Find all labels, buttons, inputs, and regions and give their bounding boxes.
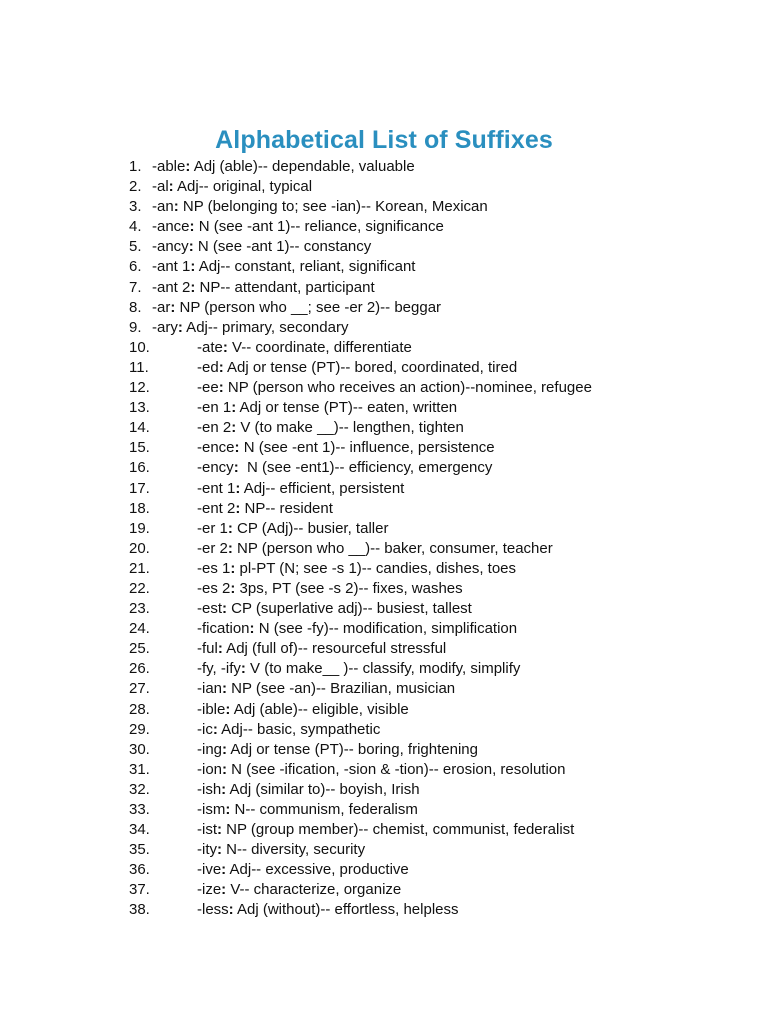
suffix-definition: Adj (similar to)-- boyish, Irish bbox=[226, 780, 420, 798]
item-number: 35. bbox=[129, 841, 150, 859]
item-number: 22. bbox=[129, 579, 150, 597]
list-item bbox=[0, 278, 768, 298]
suffix-term: -ic bbox=[197, 720, 213, 738]
suffix-term: -en 1 bbox=[197, 399, 232, 417]
suffix-colon: : bbox=[188, 238, 194, 256]
item-text bbox=[197, 358, 517, 378]
list-item bbox=[0, 740, 768, 760]
item-number: 12. bbox=[129, 379, 150, 397]
list-item bbox=[0, 438, 768, 458]
suffix-definition: Adj-- basic, sympathetic bbox=[217, 720, 381, 738]
item-number: 13. bbox=[129, 399, 150, 417]
item-number: 29. bbox=[129, 720, 150, 738]
suffix-colon: : bbox=[190, 278, 196, 296]
item-text bbox=[197, 800, 418, 820]
item-text bbox=[197, 438, 495, 458]
suffix-term: -fication bbox=[197, 620, 250, 638]
suffix-term: -ism bbox=[197, 801, 226, 818]
suffix-colon: : bbox=[240, 660, 246, 678]
item-text bbox=[152, 237, 371, 257]
item-text bbox=[197, 338, 412, 358]
suffix-definition: Adj (able)-- dependable, valuable bbox=[190, 158, 415, 175]
suffix-colon: : bbox=[227, 519, 233, 537]
suffix-term: -able bbox=[152, 158, 186, 175]
item-text bbox=[197, 780, 420, 800]
suffix-colon: : bbox=[217, 821, 222, 839]
item-text bbox=[197, 619, 517, 639]
list-item bbox=[0, 418, 768, 438]
suffix-list bbox=[0, 157, 768, 921]
list-item bbox=[0, 880, 768, 900]
suffix-term: -ent 2 bbox=[197, 499, 236, 517]
item-number: 4. bbox=[129, 218, 142, 236]
item-number: 9. bbox=[129, 318, 142, 336]
suffix-colon: : bbox=[222, 680, 228, 698]
suffix-definition: Adj or tense (PT)-- boring, frightening bbox=[227, 740, 478, 758]
item-text bbox=[197, 579, 463, 599]
item-text bbox=[197, 700, 409, 720]
suffix-term: -ing bbox=[197, 740, 223, 758]
suffix-definition: NP-- attendant, participant bbox=[195, 278, 375, 296]
suffix-definition: CP (superlative adj)-- busiest, tallest bbox=[227, 600, 472, 618]
item-number: 17. bbox=[129, 479, 150, 497]
suffix-term: -ant 2 bbox=[152, 278, 191, 296]
suffix-colon: : bbox=[222, 760, 228, 778]
list-item bbox=[0, 700, 768, 720]
item-number: 6. bbox=[129, 258, 142, 276]
item-text bbox=[152, 217, 444, 237]
list-item bbox=[0, 900, 768, 920]
item-text bbox=[197, 820, 574, 840]
suffix-definition: NP (person who receives an action)--nominee, refugee bbox=[223, 379, 592, 397]
item-text bbox=[197, 479, 404, 499]
suffix-colon: : bbox=[217, 841, 222, 859]
item-number: 32. bbox=[129, 780, 150, 798]
page-title: Alphabetical List of Suffixes bbox=[215, 125, 553, 154]
item-text bbox=[152, 298, 441, 318]
suffix-colon: : bbox=[231, 399, 237, 417]
suffix-term: -ful bbox=[197, 640, 218, 658]
suffix-definition: N (see -ification, -sion & -tion)-- erosion, resolution bbox=[227, 760, 566, 778]
item-text bbox=[152, 157, 415, 177]
suffix-colon: : bbox=[221, 861, 227, 879]
suffix-term: -ive bbox=[197, 861, 222, 879]
suffix-term: -ible bbox=[197, 700, 226, 718]
list-item bbox=[0, 639, 768, 659]
item-text bbox=[197, 740, 478, 760]
suffix-definition: N (see -ent1)-- efficiency, emergency bbox=[238, 459, 493, 477]
item-number: 31. bbox=[129, 760, 150, 778]
suffix-colon: : bbox=[173, 198, 179, 216]
suffix-colon: : bbox=[177, 318, 183, 336]
suffix-definition: N (see -ant 1)-- reliance, significance bbox=[194, 218, 444, 236]
suffix-definition: Adj-- original, typical bbox=[173, 178, 313, 196]
item-text bbox=[197, 900, 459, 920]
suffix-colon: : bbox=[249, 620, 255, 638]
list-item bbox=[0, 177, 768, 197]
suffix-definition: NP (group member)-- chemist, communist, federalist bbox=[222, 821, 575, 839]
suffix-definition: V-- coordinate, differentiate bbox=[227, 338, 412, 356]
list-item bbox=[0, 679, 768, 699]
suffix-definition: Adj-- excessive, productive bbox=[226, 861, 409, 879]
suffix-definition: N-- diversity, security bbox=[222, 841, 366, 859]
item-text bbox=[197, 378, 592, 398]
suffix-term: -ity bbox=[197, 841, 217, 859]
suffix-term: -es 2 bbox=[197, 579, 231, 597]
suffix-term: -fy, -ify bbox=[197, 660, 241, 678]
item-number: 18. bbox=[129, 499, 150, 517]
suffix-term: -ent 1 bbox=[197, 479, 236, 497]
suffix-definition: V (to make __)-- lengthen, tighten bbox=[236, 419, 464, 437]
suffix-definition: Adj-- efficient, persistent bbox=[240, 479, 405, 497]
list-item bbox=[0, 217, 768, 237]
list-item bbox=[0, 619, 768, 639]
item-number: 8. bbox=[129, 298, 142, 316]
item-text bbox=[197, 499, 333, 519]
list-item bbox=[0, 720, 768, 740]
suffix-colon: : bbox=[168, 178, 174, 196]
suffix-colon: : bbox=[221, 881, 227, 899]
list-item bbox=[0, 257, 768, 277]
item-text bbox=[152, 257, 415, 277]
list-item bbox=[0, 519, 768, 539]
suffix-term: -ee bbox=[197, 379, 219, 397]
suffix-definition: N-- communism, federalism bbox=[230, 801, 418, 818]
list-item bbox=[0, 539, 768, 559]
list-item bbox=[0, 358, 768, 378]
item-number: 2. bbox=[129, 178, 142, 196]
list-item bbox=[0, 599, 768, 619]
item-number: 30. bbox=[129, 740, 150, 758]
item-text bbox=[197, 760, 565, 780]
suffix-definition: V-- characterize, organize bbox=[226, 881, 402, 899]
suffix-term: -er 1 bbox=[197, 519, 228, 537]
list-item bbox=[0, 760, 768, 780]
suffix-colon: : bbox=[222, 338, 228, 356]
suffix-colon: : bbox=[189, 218, 195, 236]
item-text bbox=[152, 197, 488, 217]
item-number: 21. bbox=[129, 559, 150, 577]
list-item bbox=[0, 579, 768, 599]
suffix-definition: NP (belonging to; see -ian)-- Korean, Mexican bbox=[178, 198, 488, 216]
suffix-colon: : bbox=[222, 600, 228, 618]
suffix-term: -ence bbox=[197, 439, 235, 457]
list-item bbox=[0, 499, 768, 519]
suffix-colon: : bbox=[235, 499, 241, 517]
list-item bbox=[0, 479, 768, 499]
suffix-colon: : bbox=[221, 780, 227, 798]
suffix-colon: : bbox=[218, 358, 224, 376]
item-text bbox=[197, 398, 457, 418]
suffix-definition: Adj (without)-- effortless, helpless bbox=[233, 901, 459, 919]
item-text bbox=[197, 599, 472, 619]
item-text bbox=[197, 418, 464, 438]
list-item bbox=[0, 559, 768, 579]
item-number: 28. bbox=[129, 700, 150, 718]
suffix-definition: 3ps, PT (see -s 2)-- fixes, washes bbox=[235, 579, 463, 597]
suffix-colon: : bbox=[185, 158, 191, 175]
suffix-colon: : bbox=[235, 479, 241, 497]
suffix-term: -ed bbox=[197, 358, 219, 376]
suffix-definition: NP (see -an)-- Brazilian, musician bbox=[227, 680, 456, 698]
suffix-term: -ar bbox=[152, 298, 171, 316]
list-item bbox=[0, 659, 768, 679]
list-item bbox=[0, 298, 768, 318]
suffix-term: -less bbox=[197, 901, 229, 919]
item-number: 10. bbox=[129, 338, 150, 356]
item-text bbox=[197, 539, 553, 559]
suffix-term: -ish bbox=[197, 780, 222, 798]
item-text bbox=[197, 679, 455, 699]
suffix-colon: : bbox=[230, 579, 236, 597]
list-item bbox=[0, 318, 768, 338]
suffix-colon: : bbox=[218, 379, 224, 397]
suffix-term: -al bbox=[152, 178, 169, 196]
item-text bbox=[197, 860, 409, 880]
item-text bbox=[197, 840, 365, 860]
item-number: 19. bbox=[129, 519, 150, 537]
item-number: 33. bbox=[129, 801, 150, 818]
suffix-term: -ency bbox=[197, 459, 234, 477]
item-number: 14. bbox=[129, 419, 150, 437]
suffix-term: -ian bbox=[197, 680, 223, 698]
list-item bbox=[0, 458, 768, 478]
suffix-definition: Adj-- constant, reliant, significant bbox=[195, 258, 416, 276]
item-number: 36. bbox=[129, 861, 150, 879]
item-number: 26. bbox=[129, 660, 150, 678]
suffix-colon: : bbox=[234, 439, 240, 457]
list-item bbox=[0, 157, 768, 177]
item-number: 24. bbox=[129, 620, 150, 638]
suffix-term: -est bbox=[197, 600, 223, 618]
suffix-colon: : bbox=[170, 298, 176, 316]
suffix-term: -ant 1 bbox=[152, 258, 191, 276]
suffix-colon: : bbox=[222, 740, 228, 758]
item-text bbox=[197, 720, 380, 740]
item-number: 1. bbox=[129, 158, 142, 175]
suffix-colon: : bbox=[217, 640, 223, 658]
suffix-definition: Adj (able)-- eligible, visible bbox=[230, 700, 409, 718]
suffix-definition: CP (Adj)-- busier, taller bbox=[232, 519, 389, 537]
suffix-definition: Adj or tense (PT)-- eaten, written bbox=[236, 399, 458, 417]
list-item bbox=[0, 800, 768, 820]
suffix-colon: : bbox=[227, 539, 233, 557]
suffix-term: -ancy bbox=[152, 238, 189, 256]
list-item bbox=[0, 860, 768, 880]
suffix-colon: : bbox=[225, 801, 231, 818]
item-number: 23. bbox=[129, 600, 150, 618]
suffix-colon: : bbox=[230, 559, 236, 577]
suffix-term: -an bbox=[152, 198, 174, 216]
list-item bbox=[0, 780, 768, 800]
suffix-colon: : bbox=[233, 459, 239, 477]
item-text bbox=[197, 559, 516, 579]
suffix-definition: N (see -ant 1)-- constancy bbox=[193, 238, 372, 256]
suffix-definition: V (to make__ )-- classify, modify, simplify bbox=[245, 660, 521, 678]
item-text bbox=[197, 639, 446, 659]
suffix-term: -es 1 bbox=[197, 559, 231, 577]
suffix-definition: NP (person who __)-- baker, consumer, teacher bbox=[232, 539, 553, 557]
suffix-colon: : bbox=[225, 700, 231, 718]
list-item bbox=[0, 398, 768, 418]
suffix-term: -ate bbox=[197, 338, 223, 356]
item-number: 25. bbox=[129, 640, 150, 658]
list-item bbox=[0, 237, 768, 257]
item-text bbox=[197, 659, 520, 679]
item-text bbox=[197, 519, 388, 539]
item-number: 7. bbox=[129, 278, 142, 296]
suffix-term: -ize bbox=[197, 881, 222, 899]
suffix-definition: NP-- resident bbox=[240, 499, 333, 517]
list-item bbox=[0, 820, 768, 840]
suffix-colon: : bbox=[228, 901, 234, 919]
list-item bbox=[0, 840, 768, 860]
suffix-definition: N (see -fy)-- modification, simplification bbox=[254, 620, 518, 638]
suffix-colon: : bbox=[231, 419, 237, 437]
item-number: 34. bbox=[129, 821, 150, 839]
suffix-term: -ance bbox=[152, 218, 190, 236]
suffix-term: -ary bbox=[152, 318, 178, 336]
item-text bbox=[152, 278, 375, 298]
suffix-colon: : bbox=[212, 720, 218, 738]
list-item bbox=[0, 197, 768, 217]
item-text bbox=[152, 177, 312, 197]
list-item bbox=[0, 378, 768, 398]
suffix-definition: N (see -ent 1)-- influence, persistence bbox=[239, 439, 495, 457]
item-number: 20. bbox=[129, 539, 150, 557]
item-number: 27. bbox=[129, 680, 150, 698]
list-item bbox=[0, 338, 768, 358]
suffix-definition: Adj-- primary, secondary bbox=[182, 318, 349, 336]
item-number: 16. bbox=[129, 459, 150, 477]
item-number: 3. bbox=[129, 198, 142, 216]
suffix-definition: Adj or tense (PT)-- bored, coordinated, tired bbox=[223, 358, 518, 376]
suffix-term: -en 2 bbox=[197, 419, 232, 437]
suffix-definition: Adj (full of)-- resourceful stressful bbox=[222, 640, 447, 658]
item-number: 38. bbox=[129, 901, 150, 919]
suffix-term: -ist bbox=[197, 821, 217, 839]
suffix-term: -er 2 bbox=[197, 539, 228, 557]
item-number: 11. bbox=[129, 358, 149, 376]
item-number: 15. bbox=[129, 439, 150, 457]
suffix-term: -ion bbox=[197, 760, 223, 778]
item-text bbox=[197, 458, 492, 478]
item-text bbox=[152, 318, 348, 338]
item-number: 37. bbox=[129, 881, 150, 899]
item-text bbox=[197, 880, 401, 900]
suffix-colon: : bbox=[190, 258, 196, 276]
suffix-definition: NP (person who __; see -er 2)-- beggar bbox=[175, 298, 442, 316]
item-number: 5. bbox=[129, 238, 142, 256]
suffix-definition: pl-PT (N; see -s 1)-- candies, dishes, toes bbox=[235, 559, 517, 577]
